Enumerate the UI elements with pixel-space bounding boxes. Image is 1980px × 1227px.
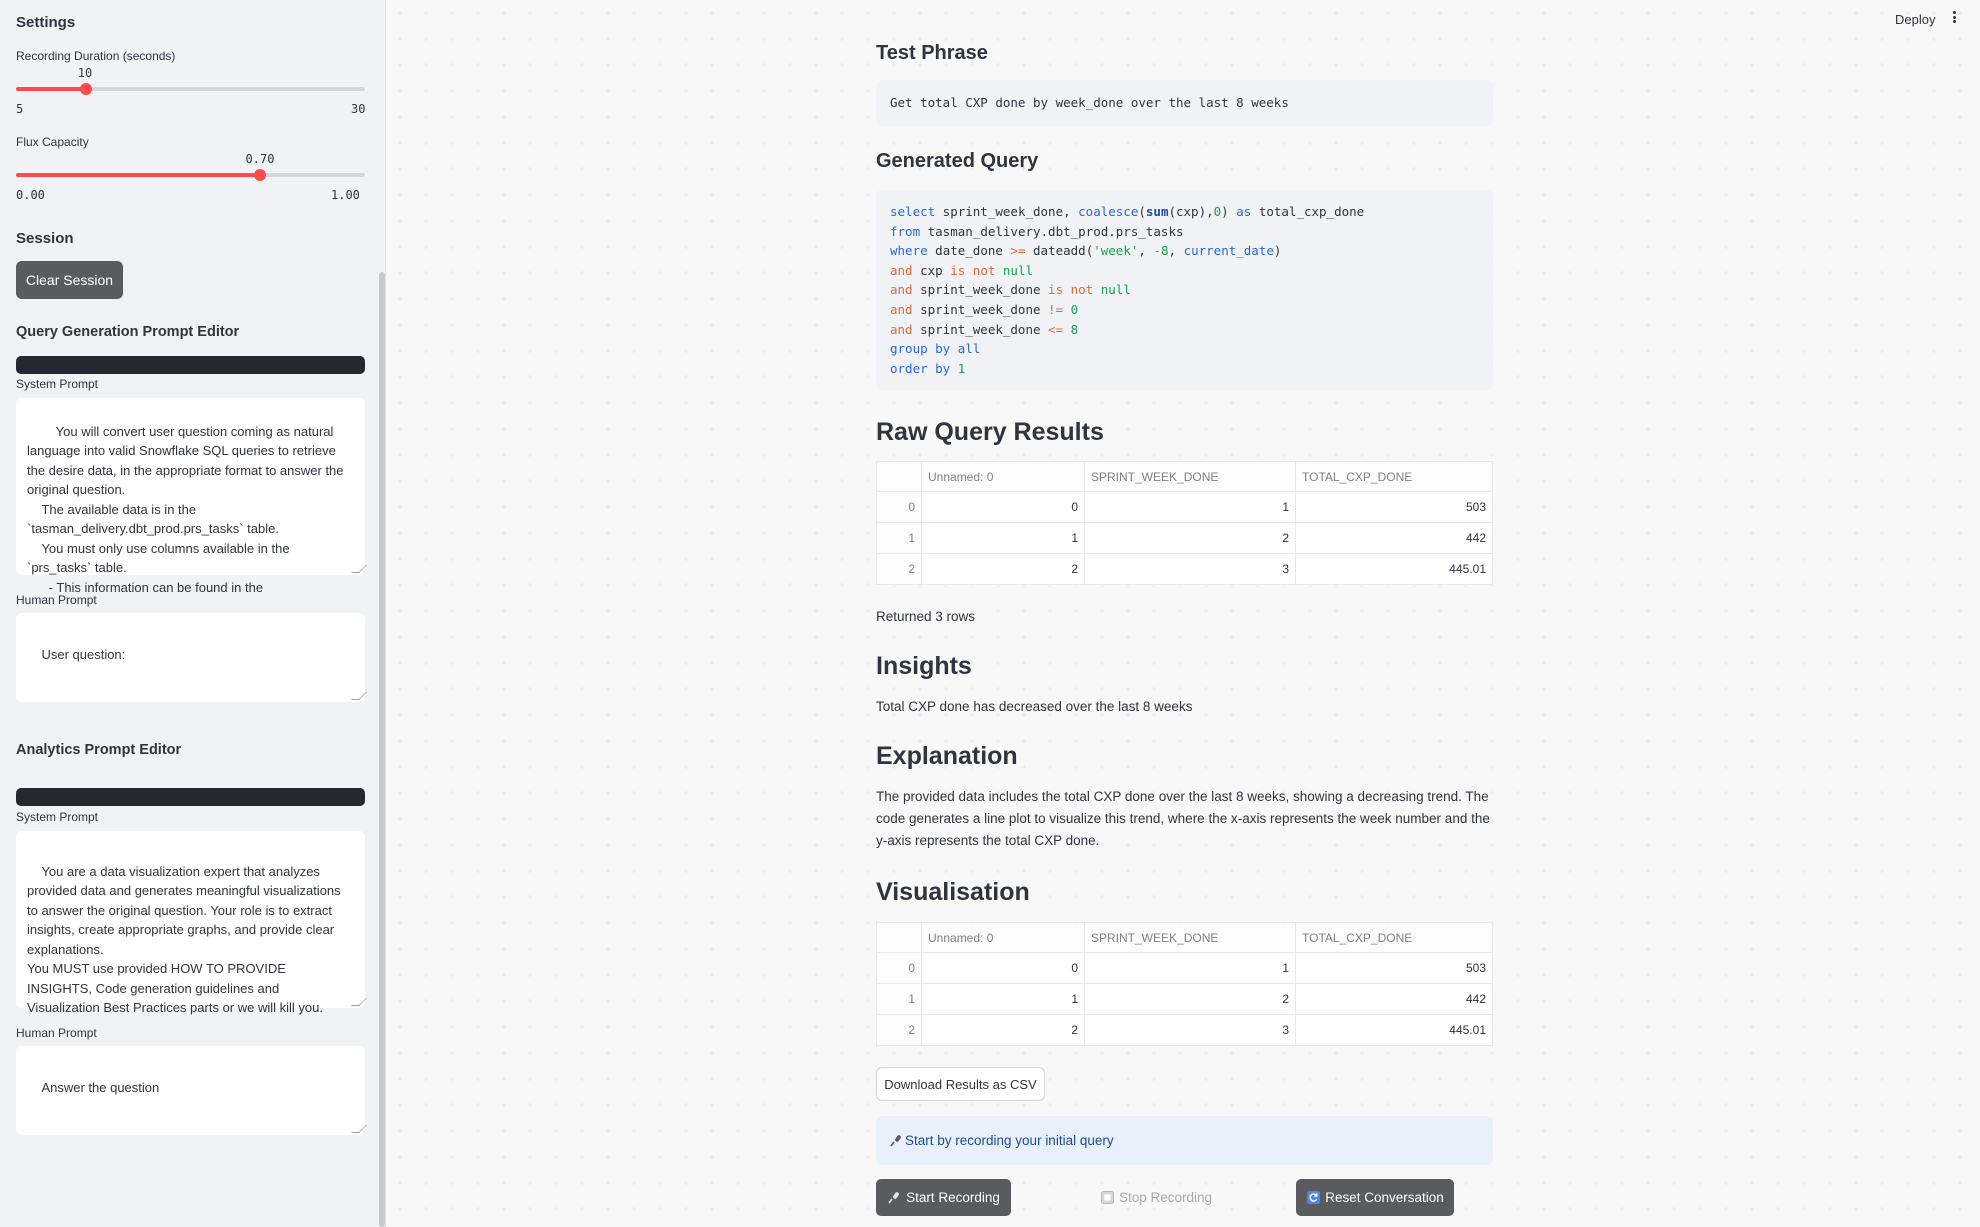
reset-conversation-label: Reset Conversation bbox=[1325, 1190, 1444, 1205]
column-header[interactable] bbox=[877, 923, 922, 953]
table-header-row bbox=[877, 462, 1493, 492]
explanation-text: The provided data includes the total CXP done over the last 8 weeks, showing a decreasing trend. The code generates a line plot to visualize this trend, where the x-axis represents the week number and the y-axis represents the total CXP done. bbox=[876, 789, 1490, 848]
analytics-system-prompt-textarea[interactable] bbox=[16, 831, 365, 1015]
more-menu-icon[interactable] bbox=[1950, 9, 1958, 25]
explanation-heading: Explanation bbox=[876, 742, 1018, 770]
flux-capacity-min: 0.00 bbox=[16, 188, 45, 202]
analytics-prompt-selector[interactable] bbox=[16, 788, 365, 806]
test-phrase-heading: Test Phrase bbox=[876, 42, 988, 64]
start-recording-button[interactable] bbox=[876, 1179, 1011, 1216]
table-row[interactable] bbox=[877, 523, 1493, 554]
visualisation-table[interactable] bbox=[876, 922, 1493, 1046]
info-alert bbox=[876, 1116, 1493, 1165]
generated-query-code: select sprint_week_done, coalesce(sum(cxp),0) as total_cxp_done from tasman_delivery.dbt_prod.prs_tasks where date_done >= dateadd('week', -8, current_date) and cxp is not null and sprint_week_done is not null and sprint_week_done != 0 and sprint_week_done <= 8 group by all order by 1 bbox=[876, 190, 1493, 390]
raw-results-table[interactable] bbox=[876, 461, 1493, 585]
analytics-human-prompt-textarea[interactable] bbox=[16, 1046, 365, 1135]
returned-rows-text: Returned 3 rows bbox=[876, 609, 976, 624]
insights-heading: Insights bbox=[876, 652, 972, 680]
table-cell[interactable]: 442 bbox=[1296, 984, 1493, 1015]
row-index: 0 bbox=[877, 492, 922, 523]
table-row[interactable] bbox=[877, 492, 1493, 523]
query-human-prompt-label: Human Prompt bbox=[16, 593, 97, 607]
query-system-prompt-label: System Prompt bbox=[16, 377, 99, 391]
table-cell[interactable]: 2 bbox=[922, 1015, 1085, 1046]
sidebar bbox=[0, 0, 386, 1227]
analytics-system-prompt-text: You are a data visualization expert that analyzes provided data and generates meaningful visualizations to answer the original question. Your role is to extract insights, create appropriate graphs, and provide clear explanations. You MUST use provided HOW TO PROVIDE INSIGHTS, Code generation guidelines and Visualization Best Practices parts or we will kill you. bbox=[27, 863, 341, 1015]
resize-grip-icon[interactable] bbox=[351, 998, 367, 1006]
visualisation-heading: Visualisation bbox=[876, 878, 1030, 906]
table-cell[interactable]: 1 bbox=[922, 523, 1085, 554]
query-human-prompt-textarea[interactable] bbox=[16, 613, 365, 702]
table-cell[interactable]: 2 bbox=[922, 554, 1085, 585]
column-header[interactable]: TOTAL_CXP_DONE bbox=[1296, 923, 1493, 953]
row-index: 1 bbox=[877, 984, 922, 1015]
flux-capacity-slider[interactable] bbox=[16, 173, 365, 177]
resize-grip-icon[interactable] bbox=[351, 692, 367, 700]
deploy-button[interactable]: Deploy bbox=[1895, 12, 1936, 27]
flux-capacity-max: 1.00 bbox=[331, 188, 360, 202]
table-cell[interactable]: 0 bbox=[922, 492, 1085, 523]
table-cell[interactable]: 503 bbox=[1296, 492, 1493, 523]
flux-capacity-label: Flux Capacity bbox=[16, 135, 89, 149]
table-header-row bbox=[877, 923, 1493, 953]
test-phrase-code bbox=[876, 80, 1493, 126]
refresh-icon bbox=[1306, 1191, 1320, 1205]
test-phrase-text: Get total CXP done by week_done over the last 8 weeks bbox=[890, 95, 1289, 111]
table-cell[interactable]: 503 bbox=[1296, 953, 1493, 984]
table-cell[interactable]: 0 bbox=[922, 953, 1085, 984]
reset-conversation-button[interactable] bbox=[1296, 1179, 1454, 1216]
table-row[interactable] bbox=[877, 554, 1493, 585]
stop-recording-button[interactable] bbox=[1100, 1179, 1212, 1216]
column-header[interactable]: SPRINT_WEEK_DONE bbox=[1085, 462, 1296, 492]
table-cell[interactable]: 3 bbox=[1085, 1015, 1296, 1046]
slider-thumb[interactable] bbox=[80, 83, 92, 95]
column-header[interactable]: TOTAL_CXP_DONE bbox=[1296, 462, 1493, 492]
analytics-system-prompt-label: System Prompt bbox=[16, 810, 99, 824]
recording-duration-value: 10 bbox=[77, 66, 93, 80]
column-header[interactable] bbox=[877, 462, 922, 492]
clear-session-button[interactable]: Clear Session bbox=[16, 261, 123, 299]
recording-duration-slider[interactable] bbox=[16, 87, 365, 91]
session-heading: Session bbox=[16, 230, 74, 247]
analytics-prompt-editor-heading: Analytics Prompt Editor bbox=[16, 742, 182, 758]
slider-fill bbox=[16, 87, 86, 91]
stop-recording-label: Stop Recording bbox=[1119, 1190, 1213, 1205]
row-index: 1 bbox=[877, 523, 922, 554]
column-header[interactable]: Unnamed: 0 bbox=[922, 923, 1085, 953]
slider-thumb[interactable] bbox=[254, 169, 266, 181]
table-cell[interactable]: 1 bbox=[922, 984, 1085, 1015]
analytics-human-prompt-label: Human Prompt bbox=[16, 1026, 97, 1040]
table-cell[interactable]: 1 bbox=[1085, 492, 1296, 523]
column-header[interactable]: SPRINT_WEEK_DONE bbox=[1085, 923, 1296, 953]
flux-capacity-value: 0.70 bbox=[245, 152, 275, 166]
table-cell[interactable]: 442 bbox=[1296, 523, 1493, 554]
row-index: 2 bbox=[877, 1015, 922, 1046]
resize-grip-icon[interactable] bbox=[351, 565, 367, 573]
info-alert-text: Start by recording your initial query bbox=[905, 1133, 1114, 1148]
table-cell[interactable]: 445.01 bbox=[1296, 554, 1493, 585]
recording-duration-label: Recording Duration (seconds) bbox=[16, 49, 176, 63]
microphone-icon bbox=[889, 1134, 903, 1148]
stop-icon bbox=[1100, 1191, 1114, 1205]
table-row[interactable] bbox=[877, 984, 1493, 1015]
raw-query-results-heading: Raw Query Results bbox=[876, 418, 1104, 446]
start-recording-label: Start Recording bbox=[906, 1190, 1000, 1205]
query-system-prompt-textarea[interactable] bbox=[16, 398, 365, 595]
analytics-human-prompt-text: Answer the question bbox=[41, 1079, 160, 1095]
insights-text: Total CXP done has decreased over the last 8 weeks bbox=[876, 699, 1193, 714]
table-row[interactable] bbox=[877, 1015, 1493, 1046]
microphone-icon bbox=[887, 1191, 901, 1205]
download-csv-button[interactable]: Download Results as CSV bbox=[876, 1067, 1045, 1101]
resize-grip-icon[interactable] bbox=[351, 1125, 367, 1133]
settings-heading: Settings bbox=[16, 14, 76, 31]
query-system-prompt-text: You will convert user question coming as natural language into valid Snowflake SQL queries to retrieve the desire data, in the appropriate format to answer the original question. The available data is in the `tasman_delivery.dbt_prod.prs_tasks` table. You must only use columns available in the `prs_tasks` table. - This information can be found in the bbox=[27, 423, 344, 595]
table-cell[interactable]: 3 bbox=[1085, 554, 1296, 585]
recording-duration-max: 30 bbox=[351, 102, 366, 116]
table-cell[interactable]: 1 bbox=[1085, 953, 1296, 984]
row-index: 2 bbox=[877, 554, 922, 585]
slider-fill bbox=[16, 173, 260, 177]
column-header[interactable]: Unnamed: 0 bbox=[922, 462, 1085, 492]
table-cell[interactable]: 2 bbox=[1085, 523, 1296, 554]
table-cell[interactable]: 2 bbox=[1085, 984, 1296, 1015]
table-row[interactable] bbox=[877, 953, 1493, 984]
row-index: 0 bbox=[877, 953, 922, 984]
table-cell[interactable]: 445.01 bbox=[1296, 1015, 1493, 1046]
query-human-prompt-text: User question: bbox=[41, 646, 126, 662]
sidebar-scrollbar[interactable] bbox=[379, 272, 385, 1227]
query-prompt-editor-heading: Query Generation Prompt Editor bbox=[16, 324, 240, 340]
query-prompt-selector[interactable] bbox=[16, 356, 365, 374]
generated-query-heading: Generated Query bbox=[876, 150, 1039, 172]
recording-duration-min: 5 bbox=[16, 102, 24, 116]
